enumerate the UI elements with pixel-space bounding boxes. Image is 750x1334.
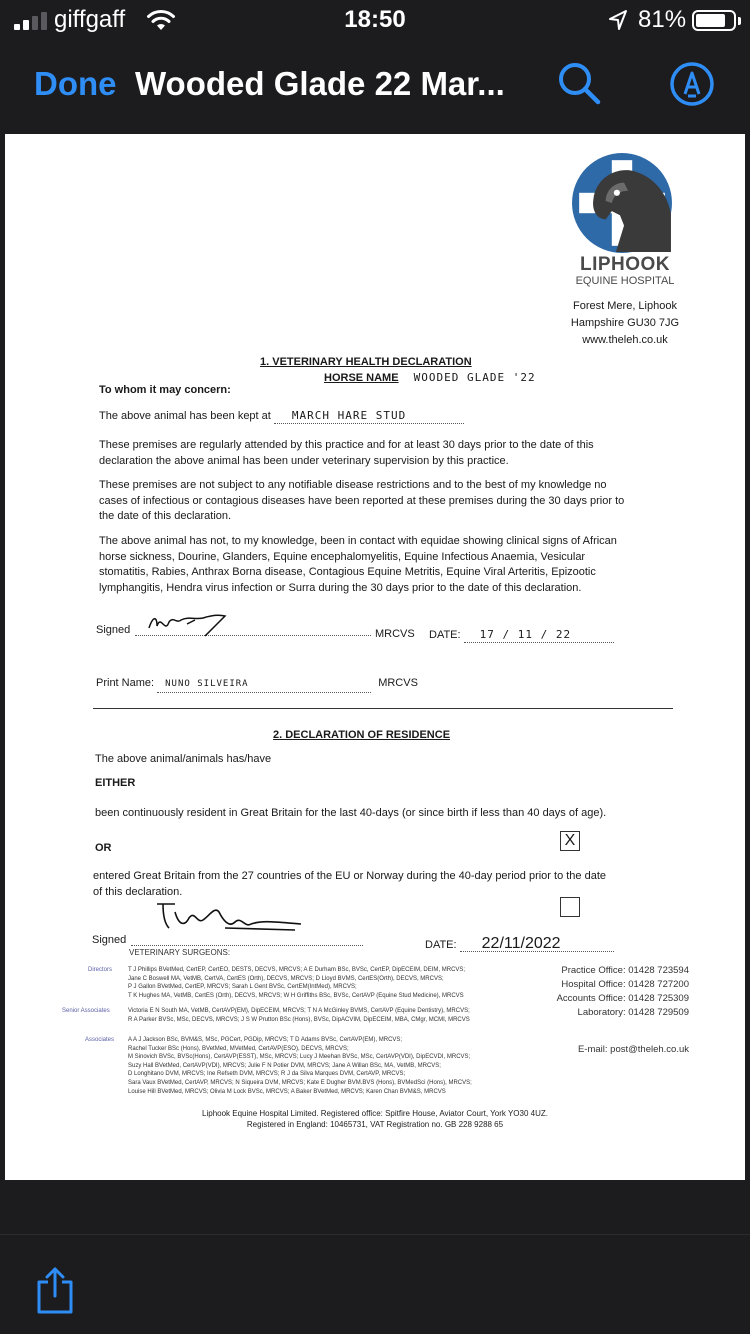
option2-checkbox[interactable] xyxy=(560,897,580,917)
associates-list xyxy=(128,1036,472,1096)
address-line: www.theleh.co.uk xyxy=(582,334,668,346)
hospital-address xyxy=(545,298,705,349)
brand-subtitle: EQUINE HOSPITAL xyxy=(575,275,675,287)
horse-name-row xyxy=(324,370,536,386)
battery-percentage: 81% xyxy=(638,6,687,33)
directors-label: Directors xyxy=(88,967,113,973)
markup-pen-icon[interactable] xyxy=(669,61,715,107)
vet-surgeons-label: VETERINARY SURGEONS: xyxy=(129,948,231,957)
paragraph-restrictions: These premises are not subject to any notifiable disease restrictions and to the best of my knowledge no cases of infectious or contagious diseases have been reported at these premises during the 30 days prior to the date of this declaration. xyxy=(99,479,625,522)
kept-at-value: MARCH HARE STUD xyxy=(274,408,464,424)
associates-label: Associates xyxy=(85,1037,115,1043)
email-address: E-mail: post@theleh.co.uk xyxy=(577,1044,689,1055)
signature-2 xyxy=(155,898,305,938)
horse-name-label: HORSE NAME xyxy=(324,372,399,384)
directors-line: T J Phillips BVetMed, CertEP, CertEO, DESTS, DECVS, MRCVS; A E Durham BSc, BVSc, CertEP, DipECEIM, DEIM, MRCVS; xyxy=(128,967,466,973)
signed-label: Signed xyxy=(96,624,131,636)
associates-line: Rachel Tucker BSc (Hons), BVetMed, MVetMed, CertAVP(ESO), DECVS, MRCVS; xyxy=(128,1045,349,1052)
address-line: Forest Mere, Liphook xyxy=(573,300,677,312)
horse-name-value: WOODED GLADE '22 xyxy=(413,371,536,384)
senior-associates-list xyxy=(128,1007,470,1024)
section2-title: 2. DECLARATION OF RESIDENCE xyxy=(273,729,451,741)
date-label: DATE: xyxy=(425,939,457,951)
paragraph-premises: These premises are regularly attended by this practice and for at least 30 days prior to the date of this declaration the above animal has been under veterinary supervision by this practice. xyxy=(99,439,594,467)
date-label: DATE: xyxy=(429,629,461,641)
date2-row xyxy=(425,937,614,953)
associates-line: Sara Vaux BVetMed, CertAVP, MRCVS; N Siqueira DVM, MRCVS; Kate E Dugher BVM.BVS (Hons), BVMedSci (Hons), MRCVS; xyxy=(128,1079,472,1086)
senior-associates-label: Senior Associates xyxy=(62,1008,110,1014)
date1-row xyxy=(429,627,614,643)
paragraph-contact: The above animal has not, to my knowledge, been in contact with equidae showing clinical signs of African horse sickness, Dourine, Glanders, Equine encephalomyelitis, Equine Infectious Anaemia, Vesicular stomatitis, Rabies, Anthrax Borna disease, Contagious Equine Metritis, Equine Viral Arteritis, Epizootic lymphangitis, Hendra virus infection or Surra during the 30 days prior to the date of this declaration. xyxy=(99,535,617,594)
either-label: EITHER xyxy=(95,777,136,789)
office-line: Hospital Office: 01428 727200 xyxy=(561,979,689,990)
office-line: Practice Office: 01428 723594 xyxy=(561,965,689,976)
signature-1 xyxy=(147,606,237,640)
mrcvs-label: MRCVS xyxy=(378,677,418,689)
battery-icon xyxy=(692,10,736,31)
print-name-value: NUNO SILVEIRA xyxy=(157,677,371,693)
location-arrow-icon xyxy=(608,9,628,31)
directors-line: Jane C Boswell MA, VetMB, CertVA, CertES (Orth), DECVS, MRCVS; D Lloyd BVMS, CertES(Orth), DECVS, MRCVS; xyxy=(128,975,444,982)
office-phone-numbers xyxy=(557,964,689,1020)
carrier-name: giffgaff xyxy=(54,6,126,33)
document-title: Wooded Glade 22 Mar... xyxy=(135,65,505,102)
brand-name: LIPHOOK xyxy=(579,254,671,275)
associates-line: A A J Jackson BSc, BVM&S, MSc, PGCert, PGDip, MRCVS; T D Adams BVSc, CertAVP(EM), MRCVS; xyxy=(128,1037,403,1043)
associates-line: D Longhitano DVM, MRCVS; Ine Refseth DVM, MRCVS; R J da Silva Marques DVM, CertAVP, MRCVS; xyxy=(128,1071,406,1078)
clock: 18:50 xyxy=(344,6,406,33)
done-button[interactable]: Done xyxy=(34,65,117,102)
or-label: OR xyxy=(95,842,112,854)
associates-line: Louise Hill BVetMed, MRCVS; Olivia M Lock BVSc, MRCVS; A Baker BVetMed, MRCVS; Karen Chan BVM&S, MRCVS xyxy=(128,1088,446,1095)
kept-at-row xyxy=(99,408,464,424)
directors-line: T K Hughes MA, VetMB, CertES (Orth), DECVS, MRCVS; W H Griffiths BSc, BVSc, CertAVP (Equine Stud Medicine), MRCVS xyxy=(128,992,464,999)
option1-text: been continuously resident in Great Britain for the last 40-days (or since birth if less than 40 days of age). xyxy=(95,807,607,819)
senior-line: R A Parker BVSc, MSc, DECVS, MRCVS; J S W Prutton BSc (Hons), BVSc, DipACVIM, DipECEIM, MBA, CMgr, MCMI, MRCVS xyxy=(128,1016,470,1023)
to-whom-heading: To whom it may concern: xyxy=(99,384,231,396)
footer-line: Registered in England: 10465731, VAT Registration no. GB 228 9288 65 xyxy=(246,1120,504,1129)
document-footer xyxy=(5,1108,745,1130)
office-line: Laboratory: 01428 729509 xyxy=(577,1007,689,1018)
print-name-label: Print Name: xyxy=(96,677,155,689)
battery-tip xyxy=(738,17,741,25)
associates-line: Suzy Hall BVetMed, CertAVP(VDI), MRCVS; Julie F N Potier DVM, MRCVS; Jane A Willan BSc, MA, VetMB, MRCVS; xyxy=(128,1062,441,1069)
document-page[interactable] xyxy=(5,134,745,1180)
brand-block xyxy=(545,254,705,287)
liphook-horse-logo xyxy=(571,152,673,254)
senior-line: Victoria E N South MA, VetMB, CertAVP(EM), DipECEIM, MRCVS; T N A McGinley BVMS, CertAVP (Equine Dentistry), MRCVS; xyxy=(128,1008,470,1014)
office-line: Accounts Office: 01428 725309 xyxy=(556,993,689,1004)
share-icon[interactable] xyxy=(35,1265,75,1315)
option1-checkbox[interactable]: X xyxy=(560,831,580,851)
signed-label: Signed xyxy=(92,934,127,946)
date2-value: 22/11/2022 xyxy=(460,937,614,952)
status-bar xyxy=(0,0,750,40)
section-divider xyxy=(93,708,673,709)
section1-title: 1. VETERINARY HEALTH DECLARATION xyxy=(260,356,472,368)
address-line: Hampshire GU30 7JG xyxy=(570,317,680,329)
search-icon[interactable] xyxy=(556,60,602,106)
directors-list xyxy=(128,966,465,1000)
date1-value: 17 / 11 / 22 xyxy=(464,627,614,643)
bottom-toolbar xyxy=(0,1234,750,1334)
residence-intro: The above animal/animals has/have xyxy=(95,753,272,765)
option2-text: entered Great Britain from the 27 countries of the EU or Norway during the 40-day period prior to the date of this declaration. xyxy=(93,870,606,898)
kept-at-label: The above animal has been kept at xyxy=(99,410,271,422)
associates-line: M Sinovich BVSc, BVSc(Hons), CertAVP(ESST), MSc, MRCVS; Lucy J Meehan BVSc, MSc, CertAVP(VDI), DipECVDI, MRCVS; xyxy=(128,1054,471,1061)
footer-line: Liphook Equine Hospital Limited. Registered office: Spitfire House, Aviator Court, York YO30 4UZ. xyxy=(202,1109,548,1118)
print-name-row xyxy=(96,676,418,693)
mrcvs-label: MRCVS xyxy=(375,628,415,640)
navigation-bar xyxy=(0,48,750,124)
directors-line: P J Gallon BVetMed, CertEP, MRCVS; Sarah L Gent BVSc, CertEM(IntMed), MRCVS; xyxy=(128,984,357,991)
